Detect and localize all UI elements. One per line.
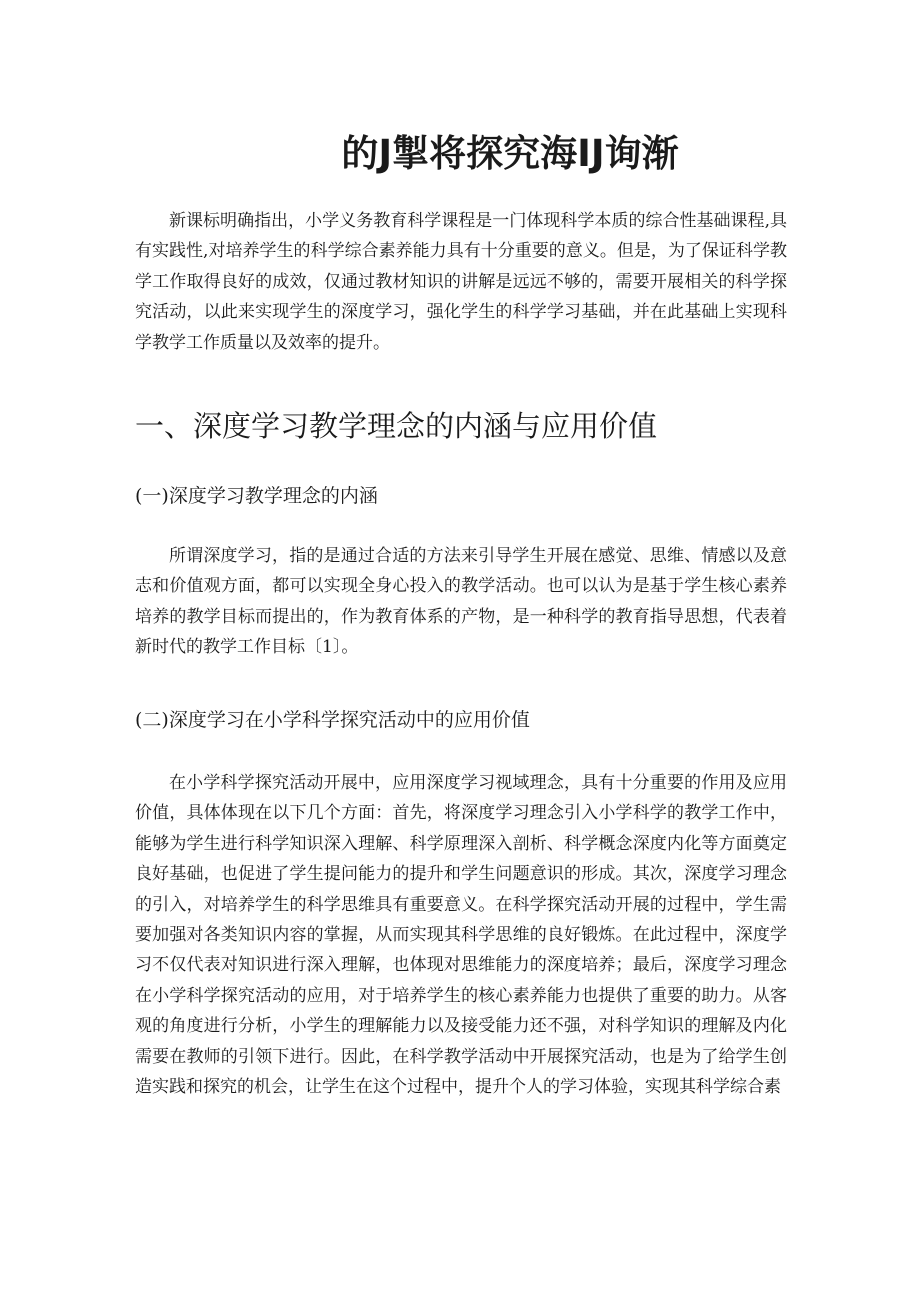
intro-paragraph: 新课标明确指出，小学义务教育科学课程是一门体现科学本质的综合性基础课程,具有实践性,对培养学生的科学综合素养能力具有十分重要的意义。但是，为了保证科学教学工作取得良好的成效，仅通过教材知识的讲解是远远不够的，需要开展相关的科学探究活动，以此来实现学生的深度学习，强化学生的科学学习基础，并在此基础上实现科学教学工作质量以及效率的提升。 (135, 211, 787, 353)
section-heading-1: 一、深度学习教学理念的内涵与应用价值 (135, 409, 658, 443)
subsection-1-paragraph: 所谓深度学习，指的是通过合适的方法来引导学生开展在感觉、思维、情感以及意志和价值观方面，都可以实现全身心投入的教学活动。也可以认为是基于学生核心素养培养的教学目标而提出的，作为教育体系的产物，是一种科学的教育指导思想，代表着新时代的教学工作目标〔1〕。 (135, 546, 787, 658)
subsection-heading-2: (二)深度学习在小学科学探究活动中的应用价值 (135, 709, 530, 731)
document-title: 的J掣将探究海IJ询渐 (341, 132, 679, 175)
subsection-heading-1: (一)深度学习教学理念的内涵 (135, 485, 378, 507)
subsection-2-paragraph: 在小学科学探究活动开展中，应用深度学习视域理念，具有十分重要的作用及应用价值，具体体现在以下几个方面：首先，将深度学习理念引入小学科学的教学工作中，能够为学生进行科学知识深入理解、科学原理深入剖析、科学概念深度内化等方面奠定良好基础，也促进了学生提问能力的提升和学生问题意识的形成。其次，深度学习理念的引入，对培养学生的科学思维具有重要意义。在科学探究活动开展的过程中，学生需要加强对各类知识内容的掌握，从而实现其科学思维的良好锻炼。在此过程中，深度学习不仅代表对知识进行深入理解，也体现对思维能力的深度培养；最后，深度学习理念在小学科学探究活动的应用，对于培养学生的核心素养能力也提供了重要的助力。从客观的角度进行分析，小学生的理解能力以及接受能力还不强，对科学知识的理解及内化需要在教师的引领下进行。因此，在科学教学活动中开展探究活动，也是为了给学生创造实践和探究的机会，让学生在这个过程中，提升个人的学习体验，实现其科学综合素 (135, 773, 787, 1098)
